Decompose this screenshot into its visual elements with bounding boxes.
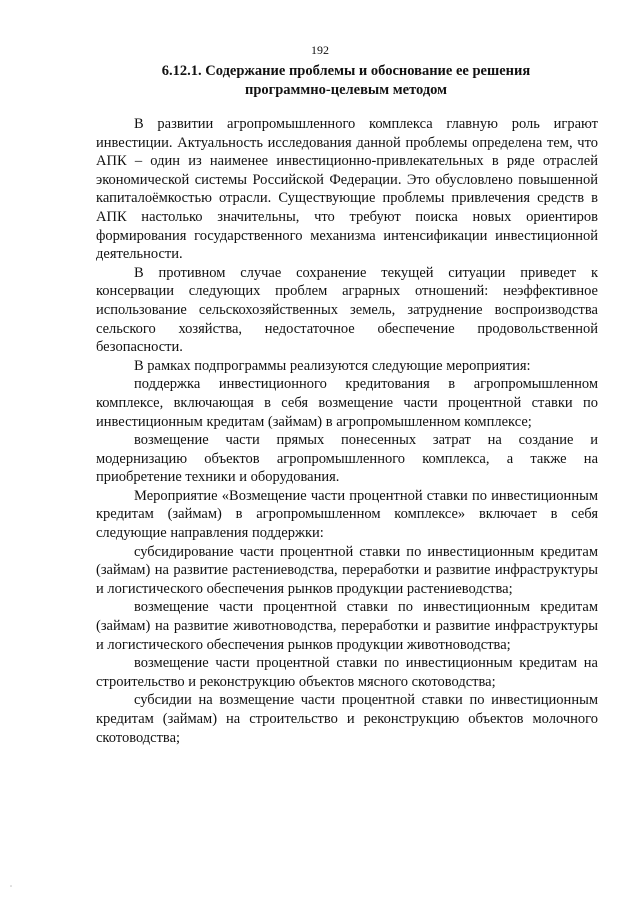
- paragraph: В развитии агропромышленного комплекса главную роль играют инвестиции. Актуальность исследования данной проблемы определена тем, что АПК – один из наименее инвестиционно-привлекательных в ряде отраслей экономической системы Российской Федерации. Это обусловлено повышенной капиталоёмкостью отрасли. Существующие проблемы привлечения средств в АПК настолько значительны, что требуют поиска новых ориентиров формирования государственного механизма интенсификации инвестиционной деятельности.: [96, 116, 598, 263]
- paragraph: В рамках подпрограммы реализуются следующие мероприятия:: [134, 357, 531, 374]
- body-text: [96, 115, 598, 747]
- list-item: возмещение части процентной ставки по инвестиционным кредитам (займам) на развитие животноводства, переработки и развитие инфраструктуры и логистического обеспечения рынков продукции животноводства;: [96, 599, 598, 653]
- scan-dot: [9, 884, 13, 888]
- paragraph: Мероприятие «Возмещение части процентной ставки по инвестиционным кредитам (займам) в агропромышленном комплексе» включает в себя следующие направления поддержки:: [96, 487, 598, 542]
- paragraph: В противном случае сохранение текущей ситуации приведет к консервации следующих проблем аграрных отношений: неэффективное использование сельскохозяйственных земель, затруднение воспроизводства сельского хозяйства, недостаточное обеспечение продовольственной безопасности.: [96, 264, 598, 356]
- section-heading-line-1: 6.12.1. Содержание проблемы и обоснование ее решения: [161, 63, 531, 79]
- page-number: 192: [311, 43, 329, 57]
- list-item: субсидирование части процентной ставки по инвестиционным кредитам (займам) на развитие растениеводства, переработки и развитие инфраструктуры и логистического обеспечения рынков продукции растениеводства;: [96, 543, 598, 597]
- list-item: субсидии на возмещение части процентной ставки по инвестиционным кредитам (займам) на строительство и реконструкцию объектов молочного скотоводства;: [96, 692, 598, 746]
- list-item: поддержка инвестиционного кредитования в агропромышленном комплексе, включающая в себя возмещение части процентной ставки по инвестиционным кредитам (займам) в агропромышленном комплексе;: [96, 376, 598, 430]
- section-heading: [96, 62, 596, 100]
- section-heading-line-2: программно-целевым методом: [244, 82, 448, 98]
- list-item: возмещение части прямых понесенных затрат на создание и модернизацию объектов агропромышленного комплекса, а также на приобретение техники и оборудования.: [96, 432, 598, 486]
- list-item: возмещение части процентной ставки по инвестиционным кредитам на строительство и реконструкцию объектов мясного скотоводства;: [96, 655, 598, 690]
